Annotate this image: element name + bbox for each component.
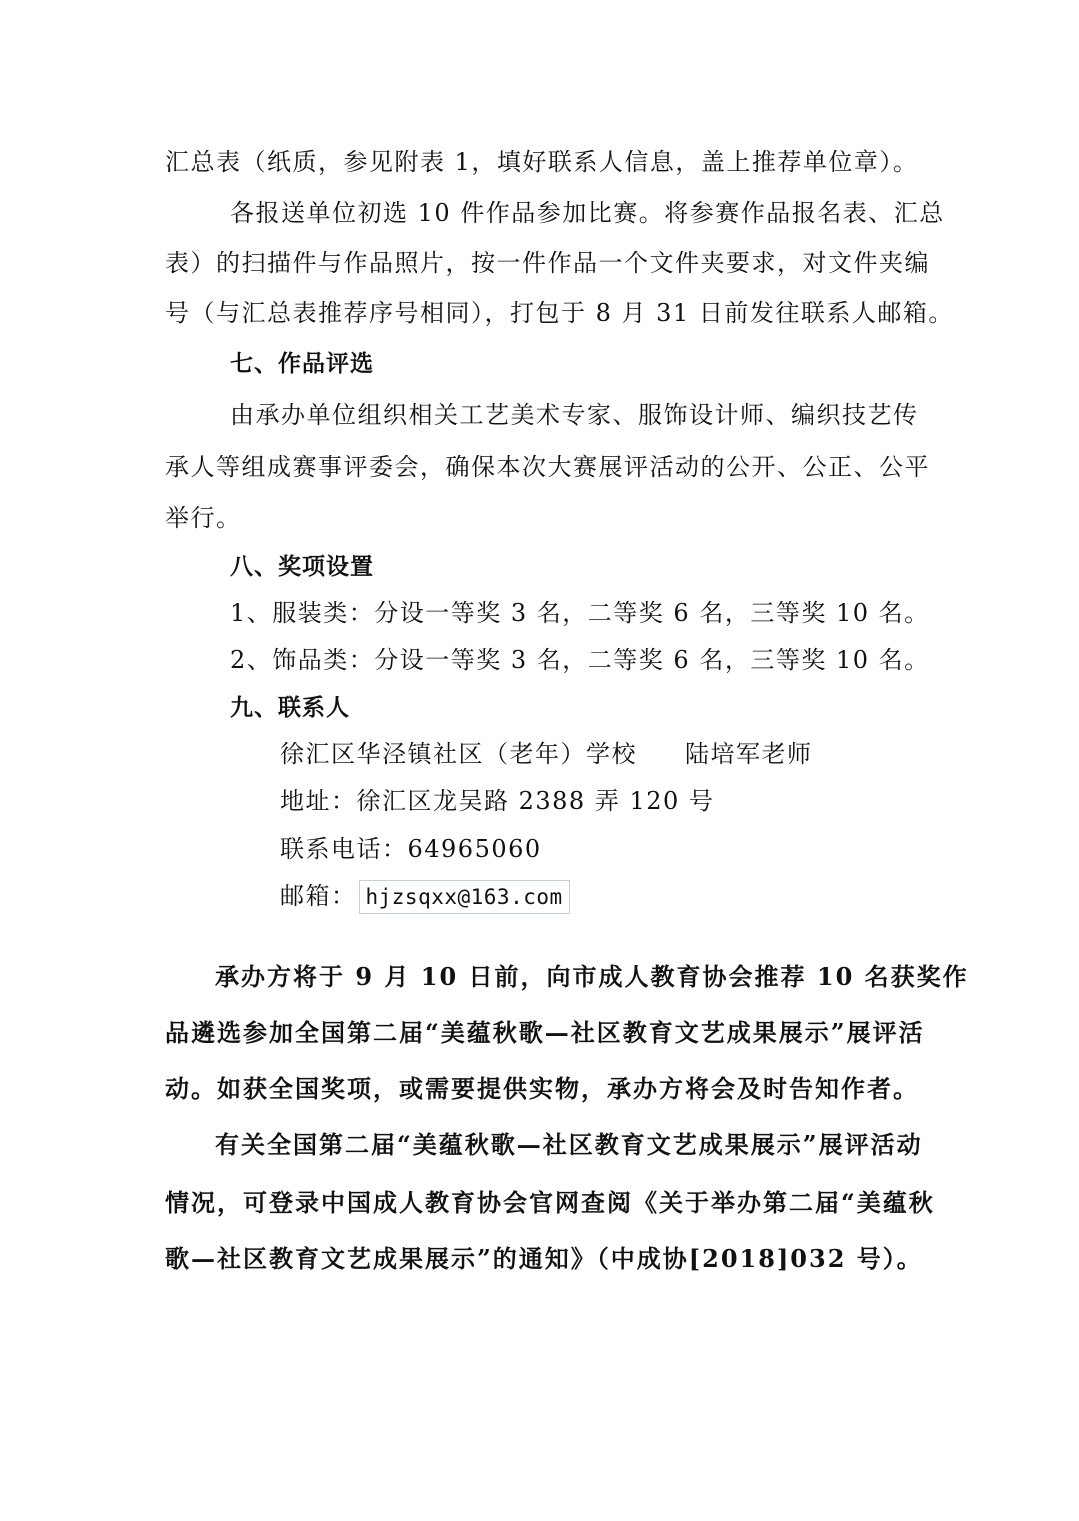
notice-line-4: 有关全国第二届“美蕴秋歌—社区教育文艺成果展示”展评活动 [215, 1130, 923, 1159]
contact-school: 徐汇区华泾镇社区（老年）学校 [280, 740, 637, 768]
contact-address: 地址：徐汇区龙吴路 2388 弄 120 号 [280, 787, 715, 815]
contact-email-link[interactable]: hjzsqxx@163.com [359, 880, 570, 914]
contact-email-label: 邮箱： [280, 882, 357, 910]
paragraph-submission-line-2: 表）的扫描件与作品照片，按一件作品一个文件夹要求，对文件夹编 [165, 249, 930, 277]
notice-line-1: 承办方将于 9 月 10 日前，向市成人教育协会推荐 10 名获奖作 [215, 962, 969, 991]
judging-text-line-2: 承人等组成赛事评委会，确保本次大赛展评活动的公开、公正、公平 [165, 453, 930, 481]
notice-line-6: 歌—社区教育文艺成果展示”的通知》（中成协[2018]032 号）。 [165, 1244, 923, 1273]
award-item-accessories: 2、饰品类：分设一等奖 3 名，二等奖 6 名，三等奖 10 名。 [230, 646, 930, 674]
notice-line-3: 动。如获全国奖项，或需要提供实物，承办方将会及时告知作者。 [165, 1074, 919, 1103]
contact-teacher: 陆培军老师 [685, 740, 813, 768]
paragraph-summary-line: 汇总表（纸质，参见附表 1，填好联系人信息，盖上推荐单位章）。 [165, 148, 919, 176]
section-heading-judging: 七、作品评选 [230, 351, 374, 377]
section-heading-contact: 九、联系人 [230, 695, 350, 721]
judging-text-line-1: 由承办单位组织相关工艺美术专家、服饰设计师、编织技艺传 [230, 401, 919, 429]
contact-email-row [280, 881, 570, 912]
contact-phone: 联系电话：64965060 [280, 835, 542, 863]
notice-line-5: 情况，可登录中国成人教育协会官网查阅《关于举办第二届“美蕴秋 [165, 1188, 935, 1217]
section-heading-awards: 八、奖项设置 [230, 554, 374, 580]
paragraph-submission-line-1: 各报送单位初选 10 件作品参加比赛。将参赛作品报名表、汇总 [230, 199, 945, 227]
judging-text-line-3: 举行。 [165, 504, 242, 532]
paragraph-submission-line-3: 号（与汇总表推荐序号相同），打包于 8 月 31 日前发往联系人邮箱。 [165, 299, 954, 327]
notice-line-2: 品遴选参加全国第二届“美蕴秋歌—社区教育文艺成果展示”展评活 [165, 1018, 925, 1047]
award-item-clothing: 1、服装类：分设一等奖 3 名，二等奖 6 名，三等奖 10 名。 [230, 599, 930, 627]
